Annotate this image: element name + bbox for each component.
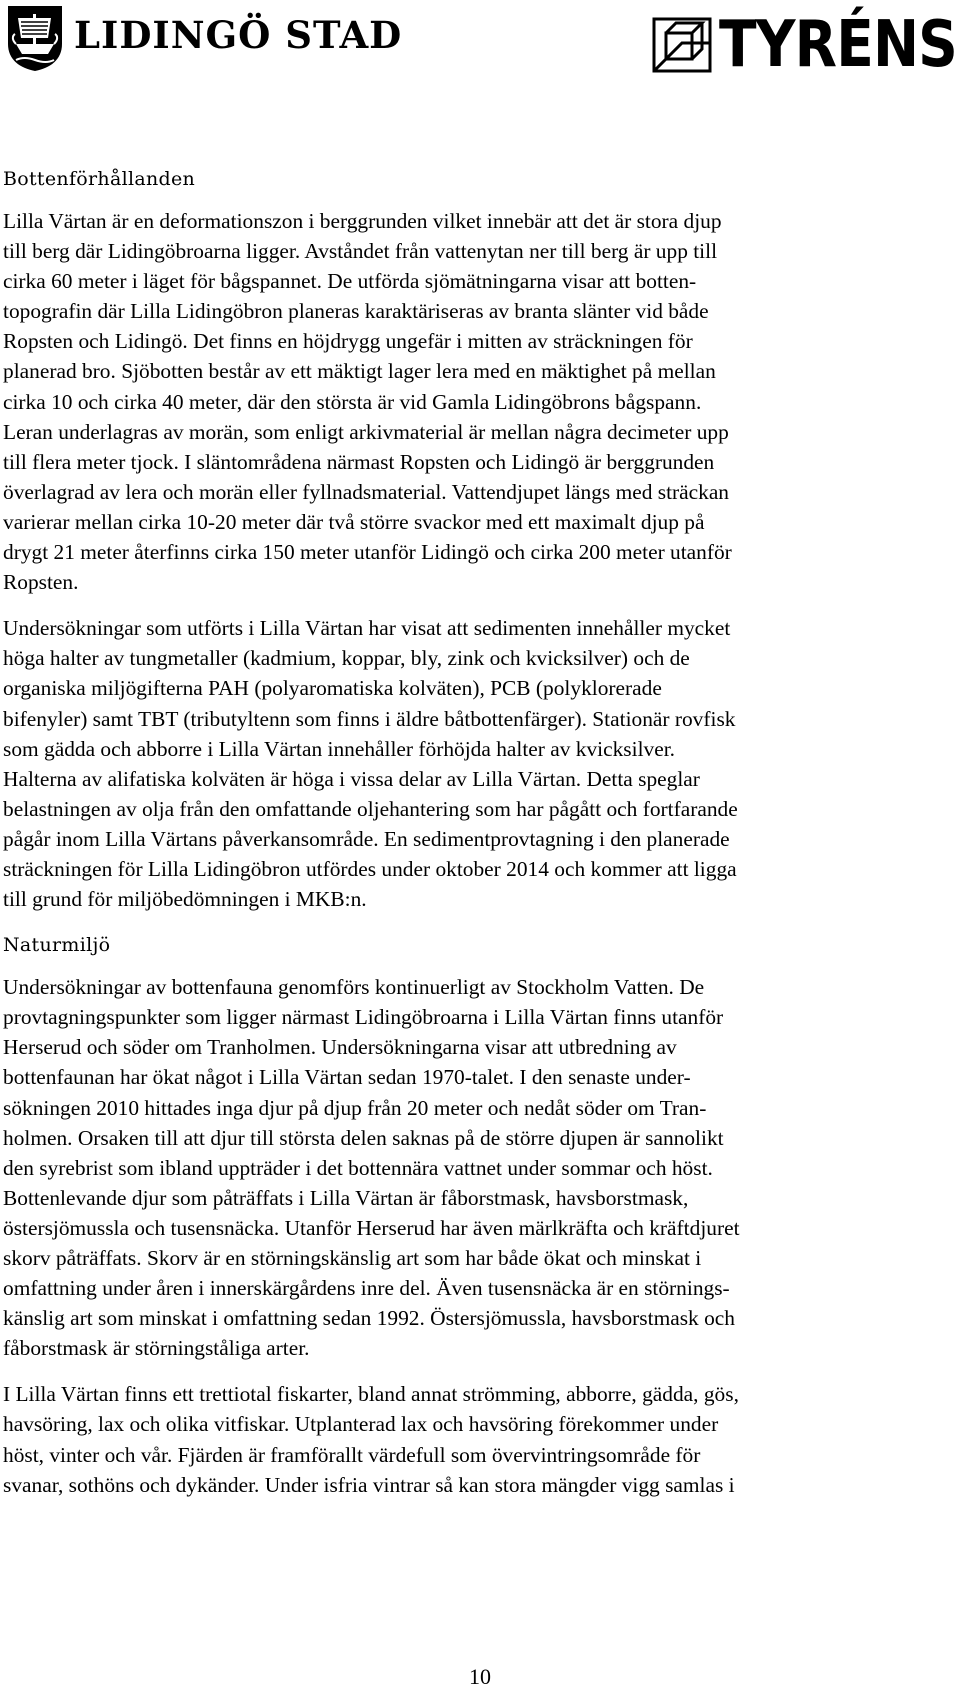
- text-line: omfattning under åren i innerskärgårdens inre del. Även tusensnäcka är en störnings-: [3, 1276, 730, 1301]
- text-line: Ropsten.: [3, 570, 79, 595]
- lidingo-stad-logo: [6, 4, 402, 72]
- text-line: sökningen 2010 hittades inga djur på djup från 20 meter och nedåt söder om Tran-: [3, 1095, 707, 1120]
- text-line: överlagrad av lera och morän eller fyllnadsmaterial. Vattendjupet längs med sträckan: [3, 479, 730, 504]
- text-line: svanar, sothöns och dykänder. Under isfria vintrar så kan stora mängder vigg samlas i: [3, 1472, 735, 1497]
- text-line: höst, vinter och vår. Fjärden är framförallt värdefull som övervintringsområde för: [3, 1442, 701, 1467]
- text-line: cirka 10 och cirka 40 meter, där den största är vid Gamla Lidingöbrons bågspann.: [3, 389, 702, 414]
- text-line: Bottenlevande djur som påträffats i Lilla Värtan är fåborstmask, havsborstmask,: [3, 1185, 689, 1210]
- paragraph-naturmiljo-1: [3, 972, 943, 1363]
- text-line: pågår inom Lilla Värtans påverkansområde. En sedimentprovtagning i den planerade: [3, 826, 730, 851]
- text-line: till grund för miljöbedömningen i MKB:n.: [3, 887, 367, 912]
- text-line: till berg där Lidingöbroarna ligger. Avståndet från vattenytan ner till berg är upp till: [3, 239, 718, 264]
- paragraph-bottenforhallanden-1: [3, 206, 943, 597]
- document-body: [3, 164, 943, 1500]
- tyrens-wordmark: TYRÉNS: [719, 8, 958, 82]
- text-line: bifenyler) samt TBT (tributyltenn som finns i äldre båtbottenfärger). Stationär rovfisk: [3, 706, 736, 731]
- text-line: bottenfaunan har ökat något i Lilla Värtan sedan 1970-talet. I den senaste under-: [3, 1065, 691, 1090]
- text-line: Leran underlagras av morän, som enligt arkivmaterial är mellan några decimeter upp: [3, 419, 729, 444]
- text-line: cirka 60 meter i läget för bågspannet. De utförda sjömätningarna visar att botten-: [3, 269, 697, 294]
- paragraph-bottenforhallanden-2: [3, 613, 943, 914]
- page-number: 10: [469, 1664, 491, 1689]
- cube-mark-icon: [651, 16, 713, 74]
- text-line: belastningen av olja från den omfattande oljehantering som har pågått och fortfarande: [3, 796, 738, 821]
- text-line: till flera meter tjock. I släntområdena närmast Ropsten och Lidingö är berggrunden: [3, 449, 715, 474]
- text-line: planerad bro. Sjöbotten består av ett mäktigt lager lera med en mäktighet på mellan: [3, 359, 716, 384]
- text-line: organiska miljögifterna PAH (polyaromatiska kolväten), PCB (polyklorerade: [3, 676, 662, 701]
- text-line: holmen. Orsaken till att djur till största delen saknas på de större djupen är sannolikt: [3, 1125, 724, 1150]
- page-header: [0, 0, 960, 80]
- text-line: fåborstmask är störningståliga arter.: [3, 1336, 310, 1361]
- paragraph-naturmiljo-2: [3, 1379, 943, 1499]
- text-line: Undersökningar som utförts i Lilla Värtan har visat att sedimenten innehåller mycket: [3, 616, 731, 641]
- text-line: höga halter av tungmetaller (kadmium, koppar, bly, zink och kvicksilver) och de: [3, 646, 690, 671]
- ship-crest-icon: [6, 4, 64, 72]
- text-line: varierar mellan cirka 10-20 meter där två större svackor med ett maximalt djup på: [3, 509, 705, 534]
- section-heading-naturmiljo: Naturmiljö: [3, 934, 111, 957]
- text-line: Herserud och söder om Tranholmen. Undersökningarna visar att utbredning av: [3, 1035, 677, 1060]
- text-line: topografin där Lilla Lidingöbron planeras karaktäriseras av branta slänter vid både: [3, 299, 709, 324]
- text-line: skorv påträffats. Skorv är en störningskänslig art som har både ökat och minskat i: [3, 1246, 702, 1270]
- text-line: drygt 21 meter återfinns cirka 150 meter utanför Lidingö och cirka 200 meter utanför: [3, 540, 732, 565]
- text-line: havsöring, lax och olika vitfiskar. Utplanterad lax och havsöring förekommer under: [3, 1412, 719, 1437]
- text-line: som gädda och abborre i Lilla Värtan innehåller förhöjda halter av kvicksilver.: [3, 736, 675, 761]
- lidingo-stad-wordmark: LIDINGÖ STAD: [74, 12, 403, 57]
- text-line: sträckningen för Lilla Lidingöbron utfördes under oktober 2014 och kommer att ligga: [3, 856, 737, 881]
- text-line: den syrebrist som ibland uppträder i det bottennära vattnet under sommar och höst.: [3, 1155, 713, 1180]
- text-line: Undersökningar av bottenfauna genomförs kontinuerligt av Stockholm Vatten. De: [3, 975, 705, 1000]
- text-line: Halterna av alifatiska kolväten är höga i vissa delar av Lilla Värtan. Detta speglar: [3, 766, 700, 791]
- text-line: I Lilla Värtan finns ett trettiotal fiskarter, bland annat strömming, abborre, gädda, gös,: [3, 1382, 739, 1407]
- text-line: östersjömussla och tusensnäcka. Utanför Herserud har även märlkräfta och kräftdjuret: [3, 1215, 740, 1240]
- text-line: Lilla Värtan är en deformationszon i berggrunden vilket innebär att det är stora djup: [3, 209, 722, 233]
- text-line: provtagningspunkter som ligger närmast Lidingöbroarna i Lilla Värtan finns utanför: [3, 1005, 724, 1030]
- section-heading-bottenforhallanden: Bottenförhållanden: [3, 168, 196, 190]
- text-line: Ropsten och Lidingö. Det finns en höjdrygg ungefär i mitten av sträckningen för: [3, 329, 693, 354]
- tyrens-logo: [651, 8, 960, 82]
- text-line: känslig art som minskat i omfattning sedan 1992. Östersjömussla, havsborstmask och: [3, 1306, 735, 1331]
